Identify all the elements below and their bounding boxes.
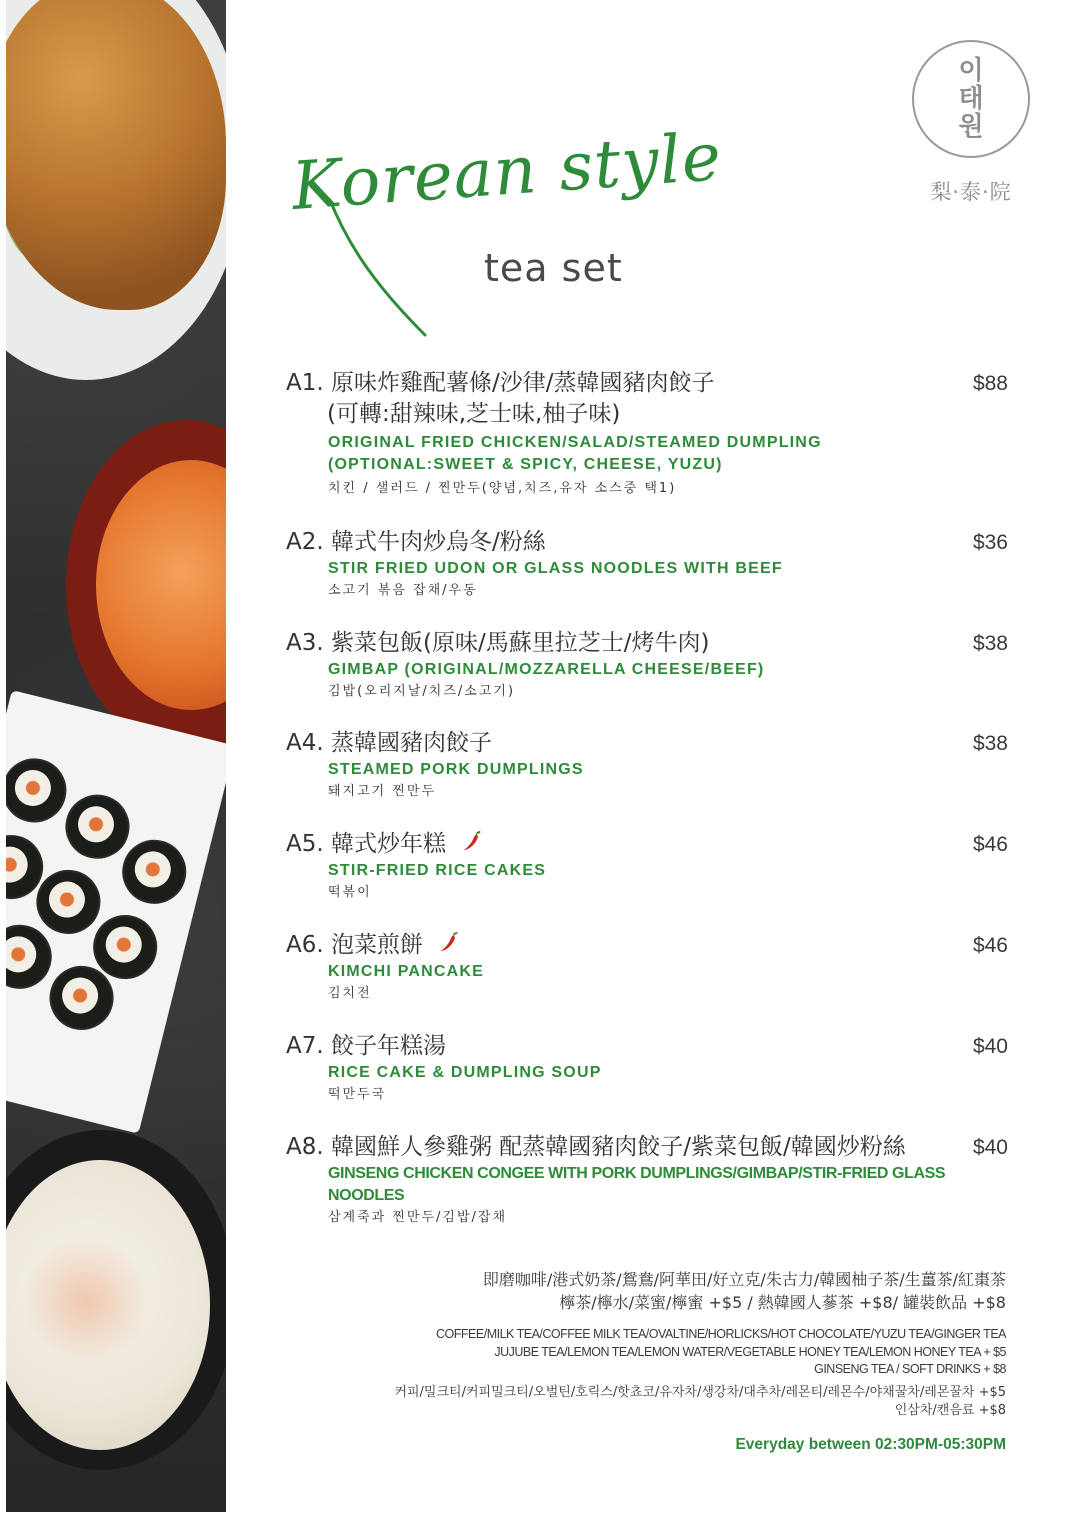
menu-item-a2 — [286, 527, 1008, 602]
drinks-english — [326, 1326, 1006, 1379]
menu-item-a8 — [286, 1132, 1008, 1229]
item-english-name: RICE CAKE & DUMPLING SOUP — [328, 1064, 602, 1081]
chili-pepper-icon — [438, 932, 460, 954]
drinks-chinese-line: 檸茶/檸水/菜蜜/檸蜜 +$5 / 熱韓國人蔘茶 +$8/ 罐裝飲品 +$8 — [559, 1293, 1006, 1312]
item-korean-name: 떡만두국 — [328, 1087, 387, 1102]
menu-item-a6 — [286, 930, 1008, 1005]
item-chinese-name: A3. 紫菜包飯(原味/馬蘇里拉芝士/烤牛肉) — [286, 630, 710, 656]
fried-chicken — [6, 0, 226, 310]
menu-item-a5 — [286, 829, 1008, 904]
item-english-name: GIMBAP (ORIGINAL/MOZZARELLA CHEESE/BEEF) — [328, 661, 765, 678]
logo-hangul-1: 이 — [958, 56, 984, 86]
drinks-chinese-line: 即磨咖啡/港式奶茶/鴛鴦/阿華田/好立克/朱古力/韓國柚子茶/生薑茶/紅棗茶 — [482, 1270, 1006, 1289]
item-english-name: STIR FRIED UDON OR GLASS NOODLES WITH BEEF — [328, 560, 783, 577]
item-price: $38 — [972, 632, 1008, 655]
drinks-english-line: GINSENG TEA / SOFT DRINKS + $8 — [814, 1362, 1006, 1376]
item-english-name: KIMCHI PANCAKE — [328, 963, 485, 980]
item-chinese-name: A4. 蒸韓國豬肉餃子 — [286, 730, 492, 756]
item-price: $46 — [972, 934, 1008, 957]
item-korean-name: 김밥(오리지날/치즈/소고기) — [328, 684, 516, 699]
item-price: $38 — [972, 732, 1008, 755]
item-chinese-name: A8. 韓國鮮人參雞粥 配蒸韓國豬肉餃子/紫菜包飯/韓國炒粉絲 — [286, 1134, 906, 1160]
item-price: $88 — [972, 372, 1008, 395]
item-chinese-name: A2. 韓式牛肉炒烏冬/粉絲 — [286, 529, 546, 555]
page-title-sub: tea set — [484, 246, 623, 290]
logo-hangul-3: 원 — [958, 112, 984, 142]
logo-chinese-name: 梨·泰·院 — [930, 180, 1012, 204]
item-chinese-name: A1. 原味炸雞配薯條/沙律/蒸韓國豬肉餃子 — [286, 370, 715, 396]
item-korean-name: 김치전 — [328, 986, 372, 1001]
item-price: $40 — [972, 1035, 1008, 1058]
item-korean-name: 돼지고기 찐만두 — [328, 784, 437, 799]
congee-photo — [6, 1130, 226, 1470]
page-title-script: Korean style — [289, 118, 725, 225]
drinks-korean-line: 커피/밀크티/커피밀크티/오벌틴/호릭스/핫쵸코/유자차/생강차/대추차/레몬티/레몬수/야채꿀차/레몬꿀차 +$5 — [394, 1385, 1006, 1400]
menu-item-a4 — [286, 728, 1008, 803]
drinks-english-line: JUJUBE TEA/LEMON TEA/LEMON WATER/VEGETABLE HONEY TEA/LEMON HONEY TEA + $5 — [494, 1344, 1006, 1359]
title-flourish — [290, 190, 430, 340]
drinks-chinese — [326, 1268, 1006, 1314]
item-english-name: STIR-FRIED RICE CAKES — [328, 862, 547, 879]
item-korean-name: 치킨 / 샐러드 / 찐만두(양념,치즈,유자 소스중 택1) — [328, 481, 677, 496]
serving-hours: Everyday between 02:30PM-05:30PM — [735, 1436, 1006, 1453]
item-english-name: GINSENG CHICKEN CONGEE WITH PORK DUMPLINGS/GIMBAP/STIR-FRIED GLASS NOODLES — [328, 1165, 946, 1204]
menu-item-a3 — [286, 628, 1008, 703]
item-korean-name: 소고기 볶음 잡채/우동 — [328, 583, 478, 598]
gimbap-roll — [6, 752, 73, 830]
item-english-options: (OPTIONAL:SWEET & SPICY, CHEESE, YUZU) — [328, 456, 723, 473]
gimbap-roll — [59, 788, 137, 866]
chili-pepper-icon — [461, 831, 483, 853]
item-price: $40 — [972, 1136, 1008, 1159]
menu-item-a1 — [286, 368, 1008, 500]
tteokbokki — [96, 460, 226, 710]
item-chinese-name: A7. 餃子年糕湯 — [286, 1033, 446, 1059]
menu-item-a7 — [286, 1031, 1008, 1106]
item-chinese-name: A6. 泡菜煎餅 — [286, 930, 460, 961]
congee-topping — [16, 1220, 156, 1380]
drinks-korean-line: 인삼차/캔음료 +$8 — [894, 1403, 1006, 1418]
item-price: $36 — [972, 531, 1008, 554]
item-korean-name: 떡볶이 — [328, 885, 372, 900]
restaurant-logo — [912, 40, 1030, 158]
item-price: $46 — [972, 833, 1008, 856]
item-chinese-options: (可轉:甜辣味,芝士味,柚子味) — [327, 401, 621, 427]
item-chinese-name: A5. 韓式炒年糕 — [286, 829, 483, 860]
logo-hangul-2: 태 — [958, 84, 984, 114]
drinks-korean — [326, 1384, 1006, 1420]
item-english-name: ORIGINAL FRIED CHICKEN/SALAD/STEAMED DUMPLING — [328, 434, 822, 451]
fried-chicken-photo — [6, 0, 226, 380]
item-korean-name: 삼계죽과 찐만두/김밥/잡채 — [328, 1210, 508, 1225]
gimbap-roll — [115, 833, 193, 911]
food-photo-strip — [6, 0, 226, 1512]
drinks-english-line: COFFEE/MILK TEA/COFFEE MILK TEA/OVALTINE/HORLICKS/HOT CHOCOLATE/YUZU TEA/GINGER TEA — [436, 1327, 1006, 1341]
item-english-name: STEAMED PORK DUMPLINGS — [328, 761, 584, 778]
gimbap-roll — [6, 918, 58, 996]
